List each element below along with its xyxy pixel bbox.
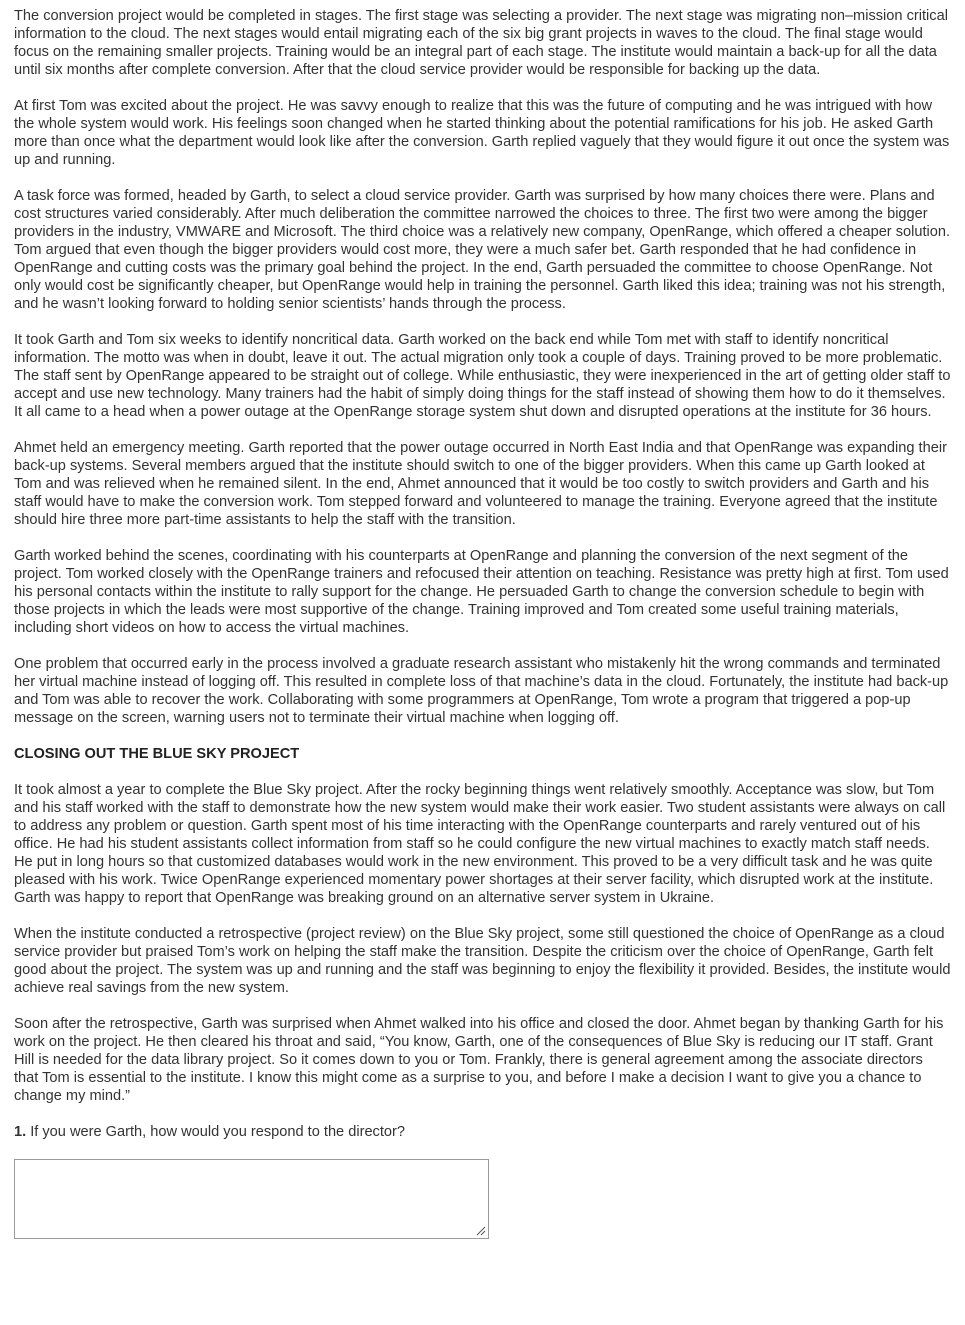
paragraph-task-force: A task force was formed, headed by Garth, to select a cloud service provider. Garth was surprised by how many choices there were. Plans and cost structures varied considerably. After much deliberation the committee narrowed the choices to three. The first two were among the bigger providers in the industry, VMWARE and Microsoft. The third choice was a relatively new company, OpenRange, which offered a cheaper solution. Tom argued that even though the bigger providers would cost more, they were a much safer bet. Garth responded that he had confidence in OpenRange and cutting costs was the primary goal behind the project. In the end, Garth persuaded the committee to choose OpenRange. Not only would cost be significantly cheaper, but OpenRange would help in training the personnel. Garth liked this idea; training was not his strength, and he wasn’t looking forward to holding senior scientists’ hands through the process. <box>14 188 951 312</box>
question-text: If you were Garth, how would you respond to the director? <box>26 1124 406 1140</box>
paragraph-problem: One problem that occurred early in the process involved a graduate research assistant who mistakenly hit the wrong commands and terminated her virtual machine instead of logging off. This resulted in complete loss of that machine’s data in the cloud. Fortunately, the institute had back-up and Tom was able to recover the work. Collaborating with some programmers at OpenRange, Tom wrote a program that triggered a pop-up message on the screen, warning users not to terminate their virtual machine when logging off. <box>14 656 949 726</box>
paragraph-emergency-meeting: Ahmet held an emergency meeting. Garth reported that the power outage occurred in North East India and that OpenRange was expanding their back-up systems. Several members argued that the institute should switch to one of the bigger providers. When this came up Garth looked at Tom and was relieved when he remained silent. In the end, Ahmet announced that it would be too costly to switch providers and Garth and his staff would have to make the conversion work. Tom stepped forward and volunteered to manage the training. Everyone agreed that the institute should hire three more part-time assistants to help the staff with the transition. <box>14 440 947 528</box>
paragraph-year-complete: It took almost a year to complete the Blue Sky project. After the rocky beginning things went relatively smoothly. Acceptance was slow, but Tom and his staff worked with the staff to demonstrate how the new system would make their work easier. Two student assistants were always on call to address any problem or question. Garth spent most of his time interacting with the OpenRange counterparts and rarely ventured out of his office. He had his student assistants collect information from staff so he could configure the new virtual machines to exactly match staff needs. He put in long hours so that customized databases would work in the new environment. This proved to be a very difficult task and he was quite pleased with his work. Twice OpenRange experienced momentary power shortages at their server facility, which disrupted work at the institute. Garth was happy to report that OpenRange was breaking ground on an alternative server system in Ukraine. <box>14 782 946 906</box>
question-number: 1. <box>14 1124 27 1140</box>
answer-wrapper <box>14 1159 489 1239</box>
paragraph-ahmet-office: Soon after the retrospective, Garth was surprised when Ahmet walked into his office and closed the door. Ahmet began by thanking Garth for his work on the project. He then cleared his throat and said, “You know, Garth, one of the consequences of Blue Sky is reducing our IT staff. Grant Hill is needed for the data library project. So it comes down to you or Tom. Frankly, there is general agreement among the associate directors that Tom is essential to the institute. I know this might come as a surprise to you, and before I make a decision I want to give you a chance to change my mind.” <box>14 1016 944 1104</box>
paragraph-stages: The conversion project would be completed in stages. The first stage was selecting a provider. The next stage was migrating non–mission critical information to the cloud. The next stages would entail migrating each of the six big grant projects in waves to the cloud. The final stage would focus on the remaining smaller projects. Training would be an integral part of each stage. The institute would maintain a back-up for all the data until six months after complete conversion. After that the cloud service provider would be responsible for backing up the data. <box>14 8 948 78</box>
question-1 <box>14 1123 951 1141</box>
section-heading: CLOSING OUT THE BLUE SKY PROJECT <box>14 746 300 762</box>
paragraph-behind-scenes: Garth worked behind the scenes, coordinating with his counterparts at OpenRange and planning the conversion of the next segment of the project. Tom worked closely with the OpenRange trainers and refocused their attention on teaching. Resistance was pretty high at first. Tom used his personal contacts within the institute to rally support for the change. He persuaded Garth to change the conversion schedule to begin with those projects in which the leads were most supportive of the change. Training improved and Tom created some useful training materials, including short videos on how to access the virtual machines. <box>14 548 949 636</box>
paragraph-noncritical-data: It took Garth and Tom six weeks to identify noncritical data. Garth worked on the back end while Tom met with staff to identify noncritical information. The motto was when in doubt, leave it out. The actual migration only took a couple of days. Training proved to be more problematic. The staff sent by OpenRange appeared to be straight out of college. While enthusiastic, they were inexperienced in the art of getting older staff to accept and use new technology. Many trainers had the habit of simply doing things for the staff instead of showing them how to do it themselves. It all came to a head when a power outage at the OpenRange storage system shut down and disrupted operations at the institute for 36 hours. <box>14 332 951 420</box>
paragraph-tom-excited: At first Tom was excited about the project. He was savvy enough to realize that this was the future of computing and he was intrigued with how the whole system would work. His feelings soon changed when he started thinking about the potential ramifications for his job. He asked Garth more than once what the department would look like after the conversion. Garth replied vaguely that they would figure it out once the system was up and running. <box>14 98 950 168</box>
paragraph-retrospective: When the institute conducted a retrospective (project review) on the Blue Sky project, some still questioned the choice of OpenRange as a cloud service provider but praised Tom’s work on helping the staff make the transition. Despite the criticism over the choice of OpenRange, Garth felt good about the project. The system was up and running and the staff was beginning to enjoy the flexibility it provided. Besides, the institute would achieve real savings from the new system. <box>14 926 951 996</box>
answer-textarea[interactable] <box>14 1159 489 1239</box>
